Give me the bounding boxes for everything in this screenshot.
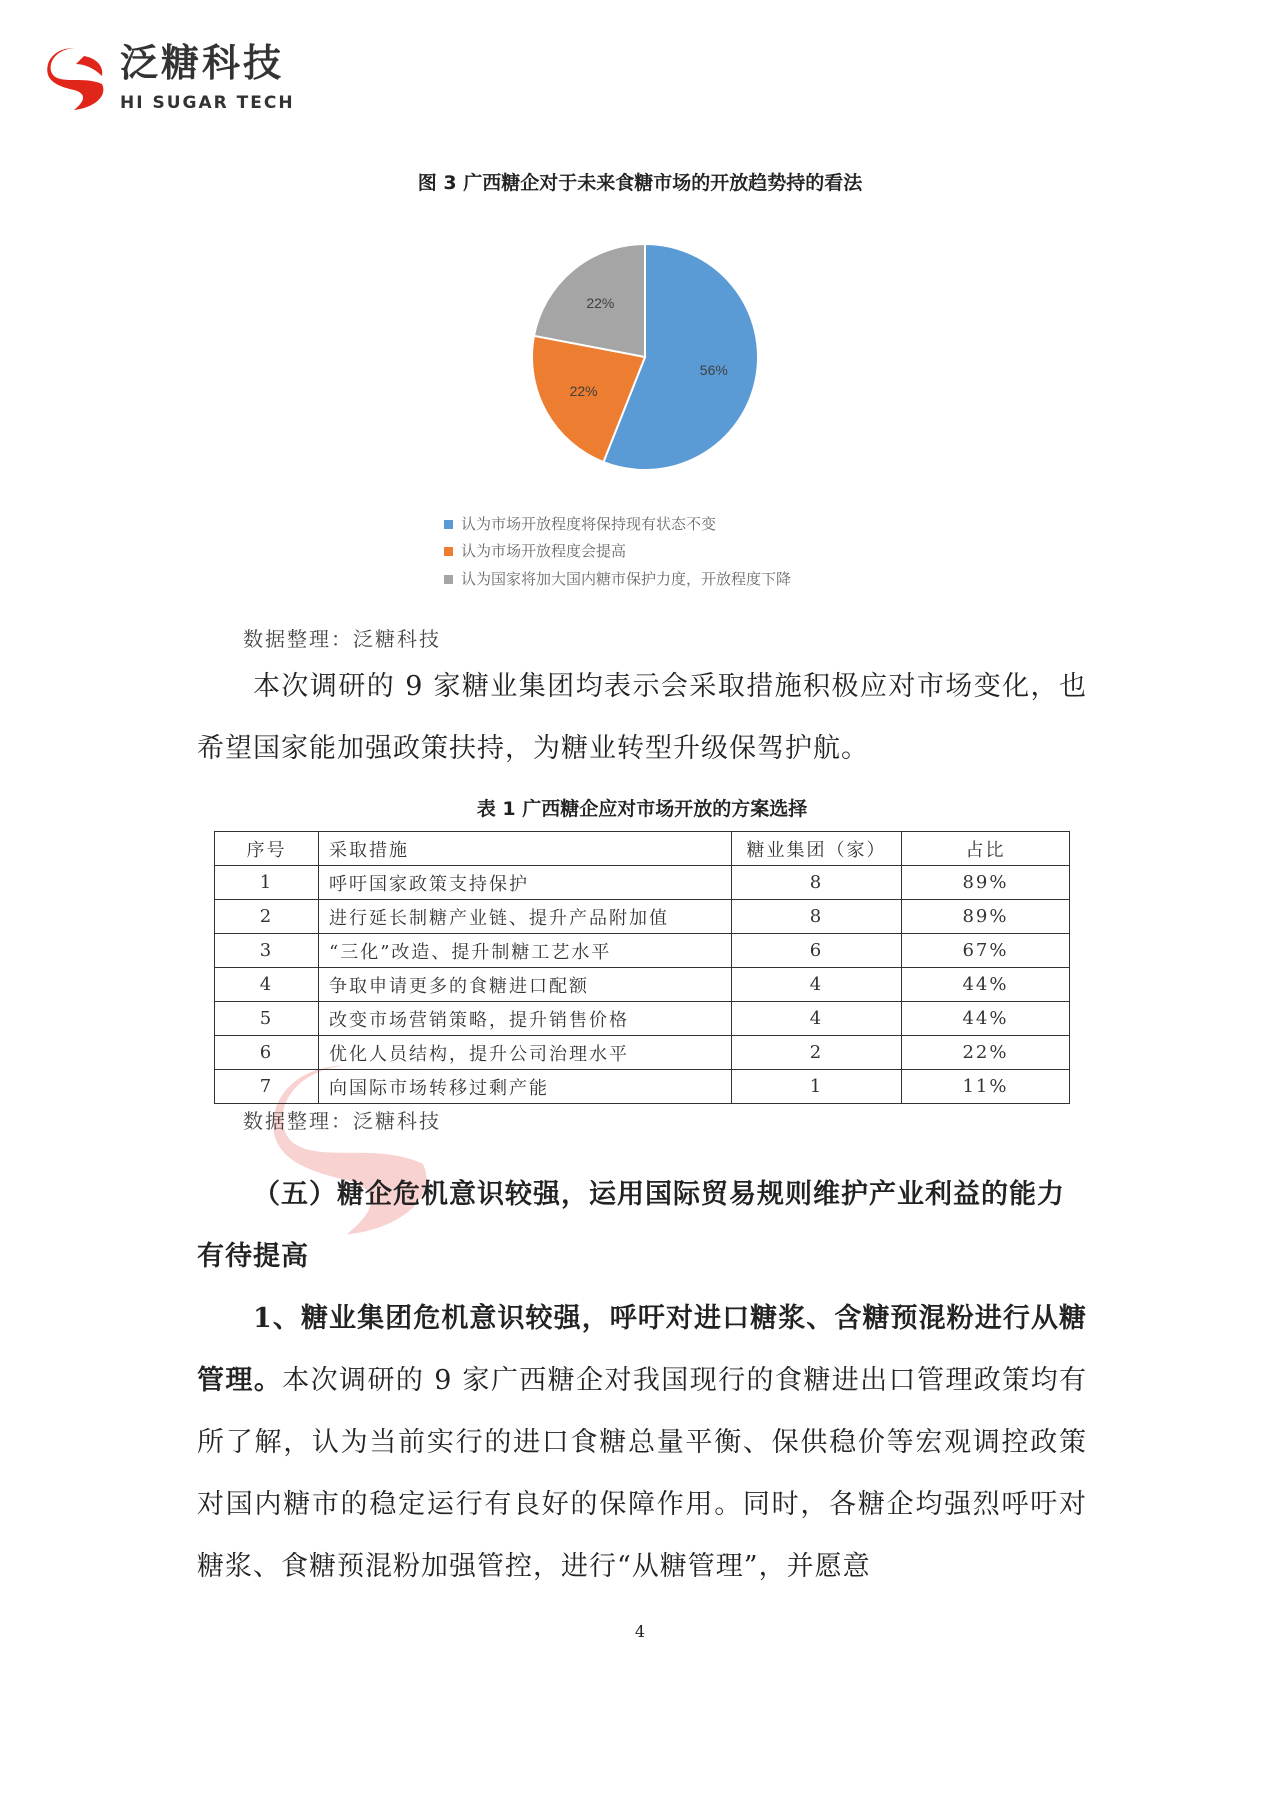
legend-swatch-icon [444, 520, 453, 529]
logo-text: 泛糖科技 [120, 41, 285, 85]
table-cell: 8 [732, 900, 902, 934]
table-cell: 44% [902, 968, 1070, 1002]
table-row [215, 866, 1070, 900]
column-header: 序号 [215, 832, 319, 866]
table-cell: 11% [902, 1070, 1070, 1104]
legend-item: 认为市场开放程度会提高 [444, 541, 626, 561]
pie-data-label: 56% [699, 362, 728, 379]
legend-item: 认为市场开放程度将保持现有状态不变 [444, 514, 716, 534]
table-row [215, 1036, 1070, 1070]
table-cell: 67% [902, 934, 1070, 968]
table-cell: 3 [215, 934, 319, 968]
table-cell: 6 [215, 1036, 319, 1070]
data-table [214, 831, 1070, 1104]
table-cell: 1 [732, 1070, 902, 1104]
page-number: 4 [634, 1622, 646, 1641]
table-cell: 改变市场营销策略，提升销售价格 [319, 1002, 732, 1036]
section-heading-text: 力有待提高 [197, 1179, 1065, 1272]
table-cell: 优化人员结构，提升公司治理水平 [319, 1036, 732, 1070]
table-cell: 1 [215, 866, 319, 900]
table-row [215, 900, 1070, 934]
pie-data-label: 22% [569, 382, 598, 399]
table-cell: 6 [732, 934, 902, 968]
paragraph-lead: 1、糖业集团危机意识较强，呼吁对进口糖浆、含糖预混粉进行从糖管理。 [197, 1303, 1087, 1396]
table-row [215, 968, 1070, 1002]
table-cell: “三化”改造、提升制糖工艺水平 [319, 934, 732, 968]
table-cell: 4 [732, 968, 902, 1002]
table-cell: 向国际市场转移过剩产能 [319, 1070, 732, 1104]
legend-swatch-icon [444, 547, 453, 556]
paragraph-body: 本次调研的 9 家广西糖企对我国现行的食糖进出口管理政策均有所了解，认为当前实行的进口食糖总量平衡、保供稳价等宏观调控政策对国内糖市的稳定运行有良好的保障作用。同时，各糖企均强烈呼吁对糖浆、食糖预混粉加强管控，进行“从糖管理”，并愿意 [197, 1365, 1088, 1582]
column-header: 糖业集团（家） [732, 832, 902, 866]
data-source: 数据整理：泛糖科技 [243, 1109, 441, 1133]
table-cell: 5 [215, 1002, 319, 1036]
legend-item: 认为国家将加大国内糖市保护力度，开放程度下降 [444, 569, 791, 589]
table-cell: 争取申请更多的食糖进口配额 [319, 968, 732, 1002]
table-cell: 4 [732, 1002, 902, 1036]
logo-icon [44, 46, 114, 112]
table-row [215, 1002, 1070, 1036]
table-cell: 22% [902, 1036, 1070, 1070]
table-row [215, 1070, 1070, 1104]
pie-chart [520, 235, 770, 485]
table-cell: 呼吁国家政策支持保护 [319, 866, 732, 900]
table-cell: 2 [215, 900, 319, 934]
column-header: 占比 [902, 832, 1070, 866]
legend-swatch-icon [444, 575, 453, 584]
table-title: 表 1 广西糖企应对市场开放的方案选择 [476, 798, 808, 820]
table-cell: 7 [215, 1070, 319, 1104]
body-flow [197, 622, 1087, 1641]
pie-data-label: 22% [586, 295, 615, 312]
section-heading-text: （五）糖企危机意识较强，运用国际贸易规则维护产业利益的能 [253, 1179, 1037, 1210]
table-cell: 44% [902, 1002, 1070, 1036]
table-cell: 2 [732, 1036, 902, 1070]
data-source: 数据整理：泛糖科技 [243, 627, 441, 651]
table-cell: 8 [732, 866, 902, 900]
logo-subtext: HI SUGAR TECH [120, 93, 295, 113]
table-cell: 89% [902, 900, 1070, 934]
paragraph [197, 1288, 1087, 1598]
paragraph-text: 也希望国家能加强政策扶持，为糖业转型升级保驾护航。 [197, 671, 1087, 764]
table-row [215, 934, 1070, 968]
paragraph-text: 本次调研的 9 家糖业集团均表示会采取措施积极应对市场变化， [253, 671, 1059, 702]
section-heading [197, 1164, 1087, 1288]
table-cell: 进行延长制糖产业链、提升产品附加值 [319, 900, 732, 934]
table-cell: 89% [902, 866, 1070, 900]
figure-title: 图 3 广西糖企对于未来食糖市场的开放趋势持的看法 [417, 172, 863, 194]
paragraph [197, 656, 1087, 780]
table-header-row [215, 832, 1070, 866]
column-header: 采取措施 [319, 832, 732, 866]
table-cell: 4 [215, 968, 319, 1002]
